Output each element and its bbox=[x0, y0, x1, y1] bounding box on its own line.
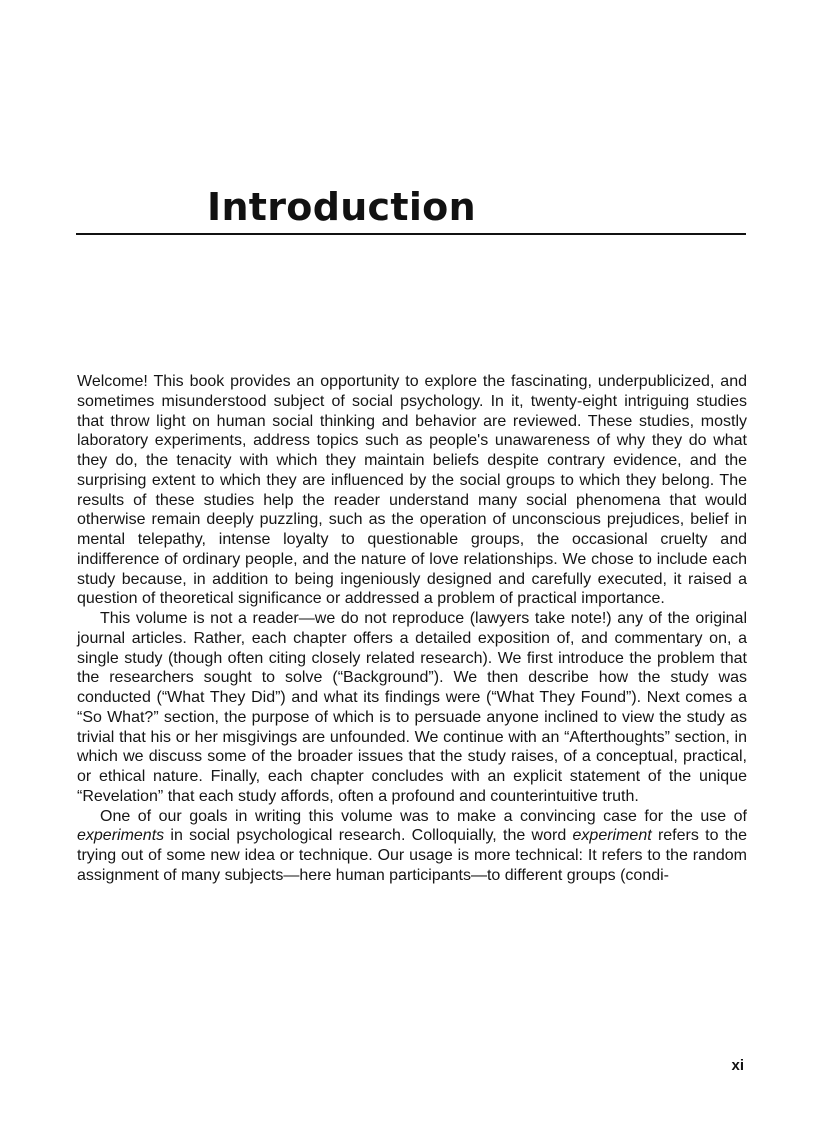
paragraph-text: One of our goals in writing this volume was to make a convincing case for the use of bbox=[100, 807, 747, 825]
page-number: xi bbox=[731, 1057, 744, 1074]
paragraph-text: refers to the trying out of some new idea or technique. Our usage is more technical: It refers to the random assignment of many subjects—here human participants—to different groups (condi- bbox=[77, 827, 747, 884]
paragraph-text: This volume is not a reader—we do not reproduce (lawyers take note!) any of the original journal articles. Rather, each chapter offers a detailed exposition of, and commentary on, a single study (though often citing closely related research). We first introduce the problem that the researchers sought to solve (“Background”). We then describe how the study was conducted (“What They Did”) and what its findings were (“What They Found”). Next comes a “So What?” section, the purpose of which is to persuade anyone inclined to view the study as trivial that his or her misgivings are unfounded. We continue with an “Afterthoughts” section, in which we discuss some of the broader issues that the study raises, of a conceptual, practical, or ethical nature. Finally, each chapter concludes with an explicit statement of the unique “Revelation” that each study affords, often a profound and counterintuitive truth. bbox=[77, 610, 747, 805]
emphasis-experiments: experiments bbox=[77, 827, 165, 845]
paragraph-experiments bbox=[77, 807, 747, 886]
body-text bbox=[77, 372, 747, 886]
page-title: Introduction bbox=[207, 185, 476, 229]
paragraph-volume-description bbox=[77, 609, 747, 807]
paragraph-text: in social psychological research. Colloquially, the word bbox=[164, 827, 573, 845]
paragraph-text: Welcome! This book provides an opportunity to explore the fascinating, underpublicized, and sometimes misunderstood subject of social psychology. In it, twenty-eight intriguing studies that throw light on human social thinking and behavior are reviewed. These studies, mostly laboratory experiments, address topics such as people's unawareness of why they do what they do, the tenacity with which they maintain beliefs despite contrary evidence, and the surprising extent to which they are influenced by the social groups to which they belong. The results of these studies help the reader understand many social phenomena that would otherwise remain deeply puzzling, such as the operation of unconscious prejudices, belief in mental telepathy, intense loyalty to questionable groups, the occasional cruelty and indifference of ordinary people, and the nature of love relationships. We chose to include each study because, in addition to being ingeniously designed and carefully executed, it raised a question of theoretical significance or addressed a problem of practical importance. bbox=[77, 373, 747, 608]
title-rule bbox=[76, 233, 746, 235]
emphasis-experiment: experiment bbox=[572, 827, 652, 845]
paragraph-welcome bbox=[77, 372, 747, 609]
